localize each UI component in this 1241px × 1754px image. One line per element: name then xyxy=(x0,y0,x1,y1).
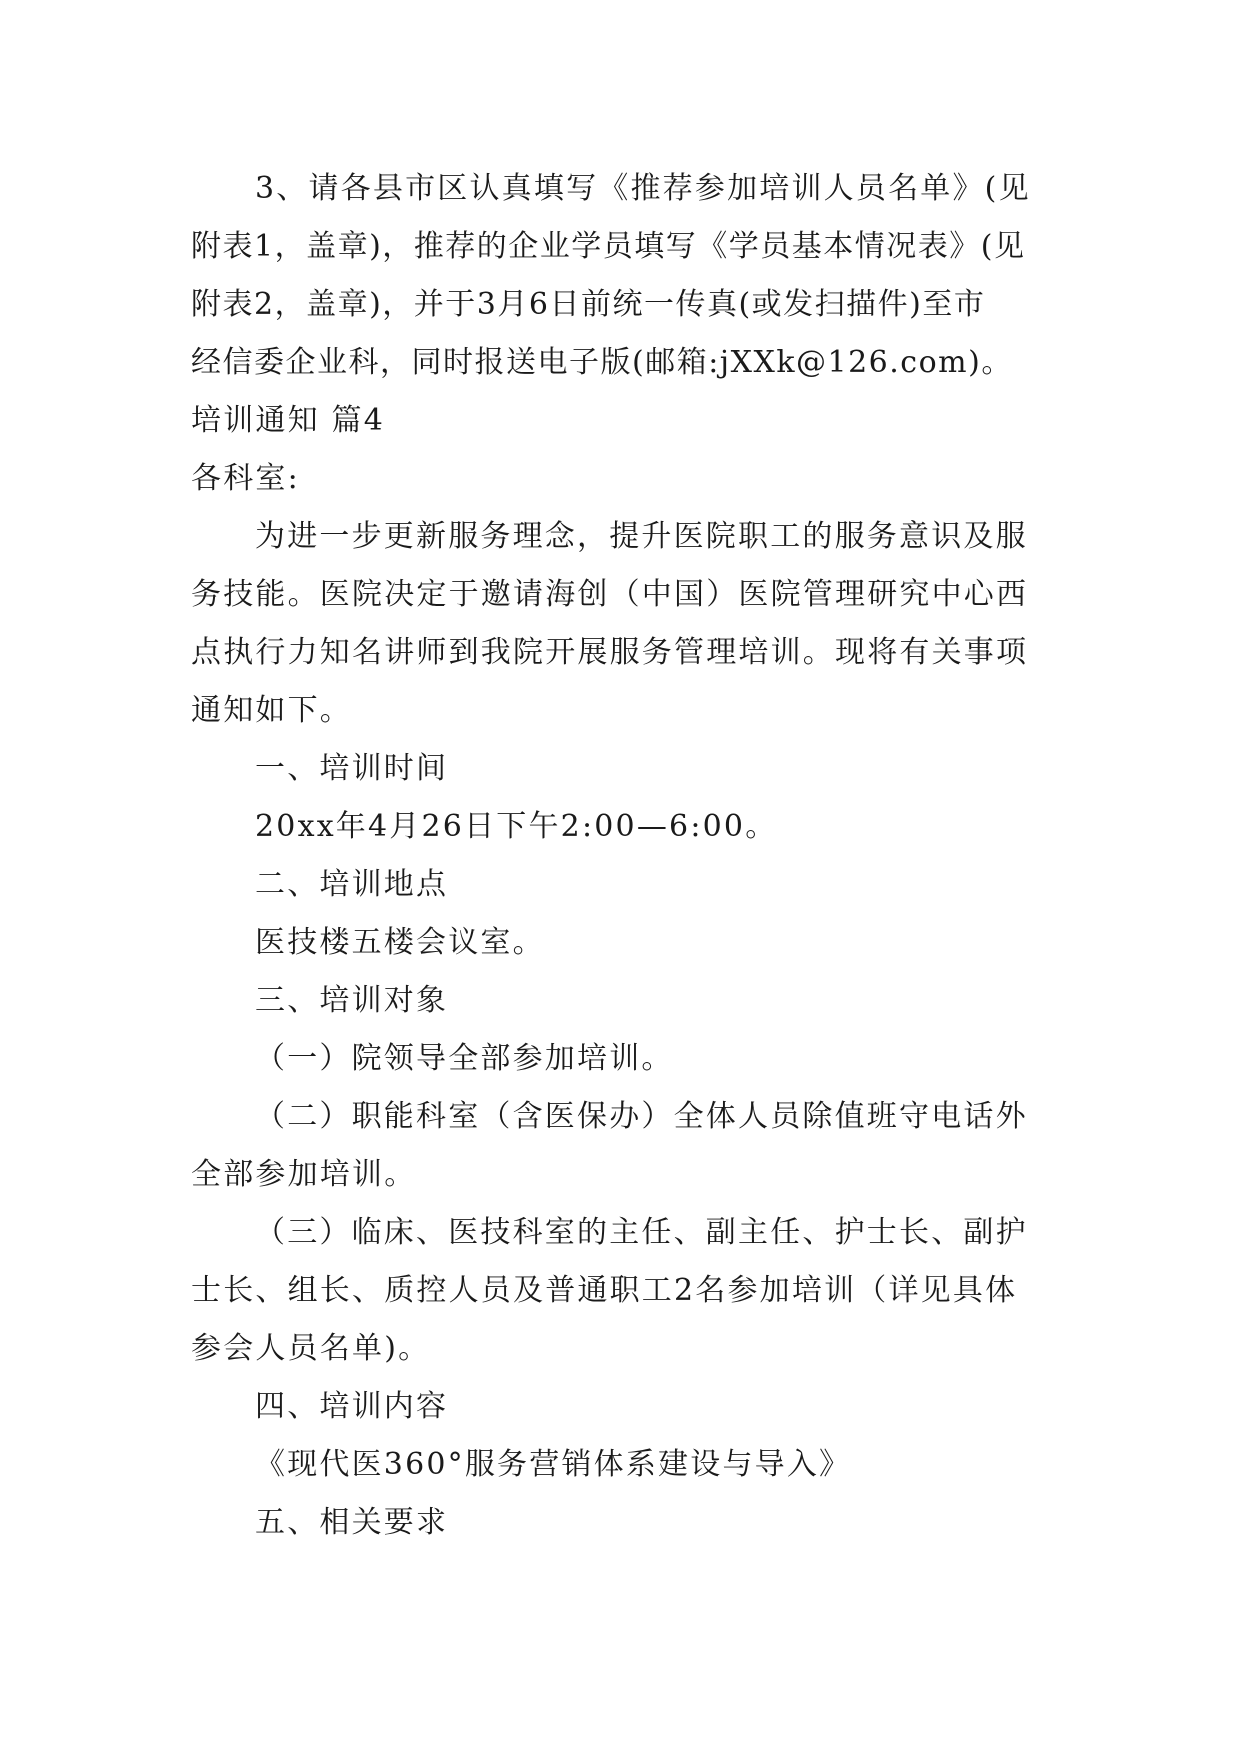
training-content-title: 《现代医360°服务营销体系建设与导入》 xyxy=(255,1447,852,1482)
paragraph-line: 经信委企业科，同时报送电子版(邮箱:jXXk@126.com)。 xyxy=(191,345,1013,380)
paragraph-line: 为进一步更新服务理念，提升医院职工的服务意识及服 xyxy=(255,519,1028,554)
paragraph-line: 3、请各县市区认真填写《推荐参加培训人员名单》(见 xyxy=(255,171,1031,206)
subheading-time: 一、培训时间 xyxy=(255,751,449,786)
audience-item: （三）临床、医技科室的主任、副主任、护士长、副护 xyxy=(255,1215,1028,1250)
training-location: 医技楼五楼会议室。 xyxy=(255,925,545,960)
training-time: 20xx年4月26日下午2:00—6:00。 xyxy=(255,809,778,844)
paragraph-line: 参会人员名单)。 xyxy=(191,1331,431,1366)
paragraph-line: 通知如下。 xyxy=(191,693,352,728)
document-body xyxy=(191,160,1051,1552)
paragraph-line: 务技能。医院决定于邀请海创（中国）医院管理研究中心西 xyxy=(191,577,1029,612)
paragraph-line: 全部参加培训。 xyxy=(191,1157,417,1192)
paragraph-line: 士长、组长、质控人员及普通职工2名参加培训（详见具体 xyxy=(191,1273,1018,1308)
section-heading: 培训通知 篇4 xyxy=(191,403,386,438)
subheading-content: 四、培训内容 xyxy=(255,1389,449,1424)
paragraph-line: 附表2，盖章)，并于3月6日前统一传真(或发扫描件)至市 xyxy=(191,287,986,322)
subheading-requirements: 五、相关要求 xyxy=(255,1505,449,1540)
salutation: 各科室: xyxy=(191,461,300,496)
audience-item: （一）院领导全部参加培训。 xyxy=(255,1041,674,1076)
subheading-audience: 三、培训对象 xyxy=(255,983,449,1018)
paragraph-line: 点执行力知名讲师到我院开展服务管理培训。现将有关事项 xyxy=(191,635,1029,670)
audience-item: （二）职能科室（含医保办）全体人员除值班守电话外 xyxy=(255,1099,1028,1134)
subheading-location: 二、培训地点 xyxy=(255,867,449,902)
paragraph-line: 附表1，盖章)，推荐的企业学员填写《学员基本情况表》(见 xyxy=(191,229,1026,264)
